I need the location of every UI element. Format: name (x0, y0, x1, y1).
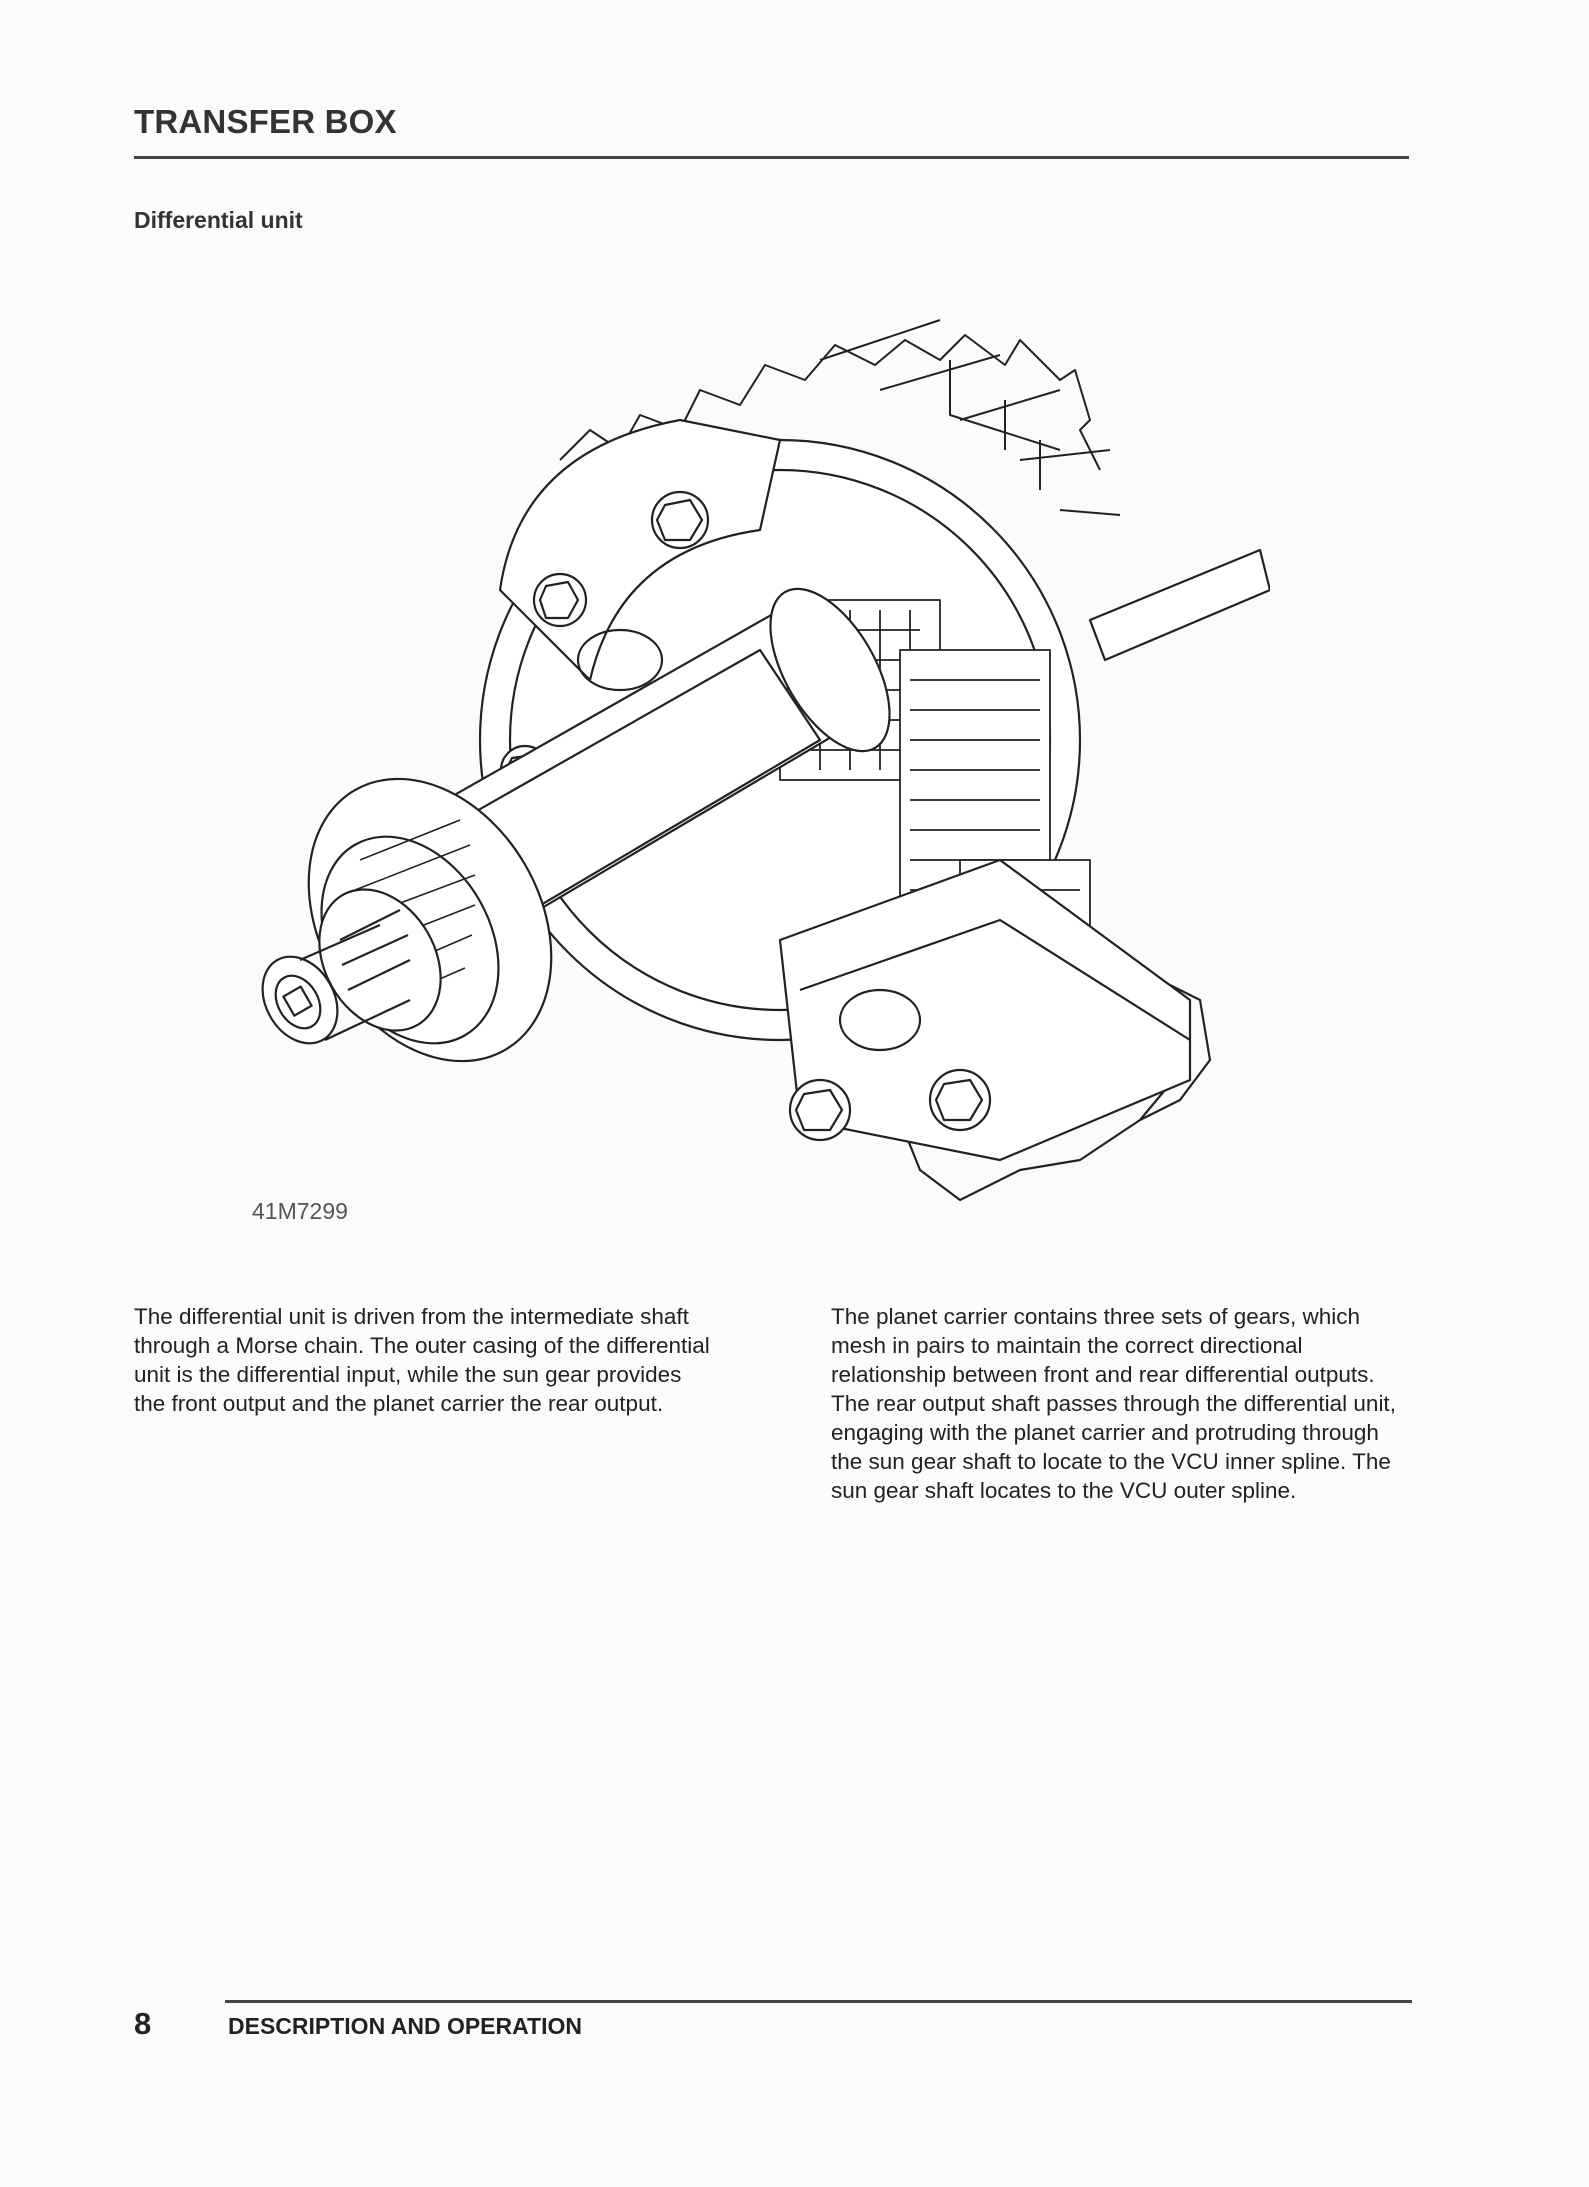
differential-unit-illustration (260, 300, 1270, 1230)
page-title: TRANSFER BOX (134, 103, 397, 140)
bolt-icon (534, 574, 586, 626)
body-paragraph-left: The differential unit is driven from the intermediate shaft through a Morse chain. The outer casing of the differential unit is the differential input, while the sun gear provides the front output and the planet carrier the rear output. (134, 1304, 710, 1416)
footer-divider (225, 2000, 1412, 2003)
bolt-icon (652, 492, 708, 548)
bolt-icon (930, 1070, 990, 1130)
footer-label: DESCRIPTION AND OPERATION (228, 2013, 582, 2039)
figure-reference: 41M7299 (252, 1198, 348, 1224)
body-paragraph-right: The planet carrier contains three sets of gears, which mesh in pairs to maintain the correct directional relationship between front and rear differential outputs. The rear output shaft passes through the differential unit, engaging with the planet carrier and protruding through the sun gear shaft to locate to the VCU inner spline. The sun gear shaft locates to the VCU outer spline. (831, 1304, 1396, 1503)
page-number: 8 (134, 2006, 152, 2041)
section-heading: Differential unit (134, 207, 303, 233)
bolt-icon (790, 1080, 850, 1140)
title-divider (134, 156, 1409, 159)
